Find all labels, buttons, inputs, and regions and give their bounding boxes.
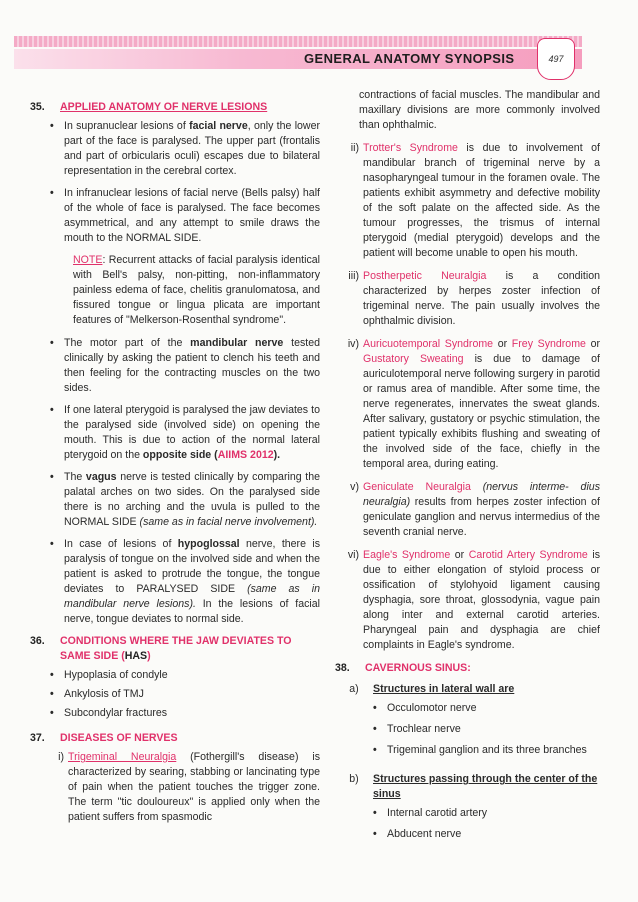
list-item: v) Geniculate Neuralgia (nervus interme- dius neuralgia) results from herpes zoster infection of geniculate ganglion and nervus intermedius of the seventh cranial nerve.	[350, 481, 600, 538]
term: Geniculate Neuralgia	[363, 481, 471, 493]
term: Trotter's Syndrome	[363, 142, 458, 154]
subsection-heading: a) Structures in lateral wall are	[349, 683, 515, 695]
note-block: NOTE: Recurrent attacks of facial paralysis identical with Bell's palsy, non-pitting, non-inflammatory painless edema of face, chelitis granulomatosa, and fissured tongue or lingua plicata are important features of "Melkerson-Rosenthal syndrome".	[73, 254, 320, 326]
list-item: vi) Eagle's Syndrome or Carotid Artery Syndrome is due to either elongation of styloid process or ossification of stylohyoid ligament causing dysphagia, sore throat, glossodynia, vague pain along inter and external carotid arteries. Pharyngeal pain and dysphagia are chief complaints in Eagle's syndrome.	[347, 549, 600, 651]
list-item: • Occulomotor nerve	[373, 702, 477, 714]
list-item: ii) Trotter's Syndrome is due to involvement of mandibular branch of trigeminal nerve by a nasopharyngeal tumour in the foramen ovale. The patients exhibit asymmetry and defective mobility of the soft palate on the affected side. As the tumour progresses, the trismus of internal pterygoid (medial pterygoid) develops and the patient will become unable to open his mouth.	[350, 142, 600, 259]
page-number: 497	[548, 54, 564, 64]
list-item	[50, 470, 320, 530]
section-title: CONDITIONS WHERE THE JAW DEVIATES TO SAME SIDE (HAS)	[60, 635, 292, 662]
section-number: 37.	[30, 732, 45, 744]
term: Trigeminal Neuralgia	[68, 751, 177, 763]
bullet-icon: •	[373, 807, 377, 819]
bullet-icon: •	[373, 723, 377, 735]
list-item: • Trochlear nerve	[373, 723, 461, 735]
paragraph: The vagus nerve is tested clinically by comparing the palatal arches on two sides. On the paralysed side there is no arching and the uvula is pulled to the NORMAL SIDE (same as in facial nerve involvement).	[64, 471, 320, 528]
subsection-heading: b) Structures passing through the center of the sinus	[349, 773, 598, 800]
term: Auricuotemporal Syndrome	[363, 338, 494, 350]
list-item	[50, 336, 320, 396]
section-title: CAVERNOUS SINUS:	[365, 662, 471, 674]
list-item	[50, 537, 320, 627]
term: Gustatory Sweating	[363, 353, 464, 365]
list-item: iv) Auricuotemporal Syndrome or Frey Syndrome or Gustatory Sweating is due to damage of auriculotemporal nerve following surgery in parotid or ramus area of mandible. After some time, the nerve regenerates, innervates the sweat glands. After salivary, gustatory or psychic stimulation, the patient typically exhibits flushing and sweating of the involved side of the face, chiefly in the temporal area, during eating.	[347, 338, 600, 470]
paragraph: In infranuclear lesions of facial nerve (Bells palsy) half of the whole of face is paralysed. The face becomes asymmetrical, and any attempt to smile draws the mouth to the NORMAL SIDE.	[64, 187, 320, 244]
page-number-tooth-icon	[537, 38, 575, 80]
bullet-icon: •	[50, 688, 54, 700]
bullet-icon: •	[50, 187, 54, 199]
list-item: iii) Postherpetic Neuralgia is a condition characterized by herpes zoster infection of trigeminal nerve. The pain usually involves the ophthalmic division.	[348, 270, 600, 327]
section-number: 35.	[30, 101, 45, 113]
list-item: • Hypoplasia of condyle	[50, 669, 168, 681]
paragraph: If one lateral pterygoid is paralysed the jaw deviates to the paralysed side (involved side) on opening the mouth. This is due to action of the normal lateral pterygoid on the opposite side (AIIMS 2012).	[64, 404, 320, 461]
left-column	[30, 94, 320, 833]
list-item	[50, 186, 320, 246]
section-number: 36.	[30, 635, 45, 647]
paragraph: Trigeminal Neuralgia (Fothergill's disease) is characterized by searing, stabbing or lancinating type of pain when the patient touches the trigger zone. The term "tic douloureux" is applied only when the patient suffers from spasmodic	[68, 751, 320, 823]
bullet-icon: •	[50, 669, 54, 681]
bullet-icon: •	[50, 707, 54, 719]
section-37-heading	[30, 731, 320, 746]
paragraph: In supranuclear lesions of facial nerve, only the lower part of the face is paralysed. The upper part (frontalis and part of orbicularis oculi) escapes due to bilateral representation in the cerebral cortex.	[64, 120, 321, 177]
term: Postherpetic Neuralgia	[363, 270, 487, 282]
paragraph: The motor part of the mandibular nerve tested clinically by asking the patient to clench his teeth and then feeling for the contracting muscles on the two sides.	[64, 337, 320, 394]
bullet-icon: •	[373, 702, 377, 714]
paragraph: contractions of facial muscles. The mandibular and maxillary divisions are more commonly involved than ophthalmic.	[359, 89, 600, 131]
list-item	[50, 403, 320, 463]
list-item	[50, 119, 320, 179]
note-label: NOTE	[73, 254, 103, 266]
exam-tag: AIIMS 2012	[217, 449, 274, 461]
section-38-heading	[335, 661, 600, 676]
list-item: • Abducent nerve	[373, 828, 462, 840]
section-35-heading	[30, 100, 320, 115]
right-column	[335, 88, 600, 848]
bullet-icon: •	[50, 404, 54, 416]
bullet-icon: •	[50, 337, 54, 349]
paragraph: In case of lesions of hypoglossal nerve, there is paralysis of tongue on the involved side and when the patient is asked to protrude the tongue, the tongue deviates to PARALYSED SIDE (same as in mandibular nerve lesions). In the lesions of facial nerve, tongue deviates to normal side.	[64, 538, 321, 625]
section-title: DISEASES OF NERVES	[60, 732, 178, 744]
list-item: i) Trigeminal Neuralgia (Fothergill's disease) is characterized by searing, stabbing or lancinating type of pain when the patient touches the trigger zone. The term "tic douloureux" is applied only when the patient suffers from spasmodic	[58, 751, 320, 823]
list-item: • Trigeminal ganglion and its three branches	[373, 744, 587, 756]
running-header-title: GENERAL ANATOMY SYNOPSIS	[304, 51, 515, 66]
bullet-icon: •	[373, 744, 377, 756]
term: Eagle's Syndrome	[363, 549, 451, 561]
bullet-icon: •	[50, 120, 54, 132]
section-36-heading	[30, 634, 320, 664]
list-item: • Subcondylar fractures	[50, 707, 168, 719]
section-number: 38.	[335, 662, 350, 674]
header-top-band	[14, 36, 582, 47]
list-item: • Internal carotid artery	[373, 807, 488, 819]
bullet-icon: •	[373, 828, 377, 840]
term: Frey Syndrome	[511, 338, 586, 350]
list-item: • Ankylosis of TMJ	[50, 688, 144, 700]
section-title: APPLIED ANATOMY OF NERVE LESIONS	[60, 101, 268, 113]
bullet-icon: •	[50, 471, 54, 483]
bullet-icon: •	[50, 538, 54, 550]
term: Carotid Artery Syndrome	[468, 549, 588, 561]
